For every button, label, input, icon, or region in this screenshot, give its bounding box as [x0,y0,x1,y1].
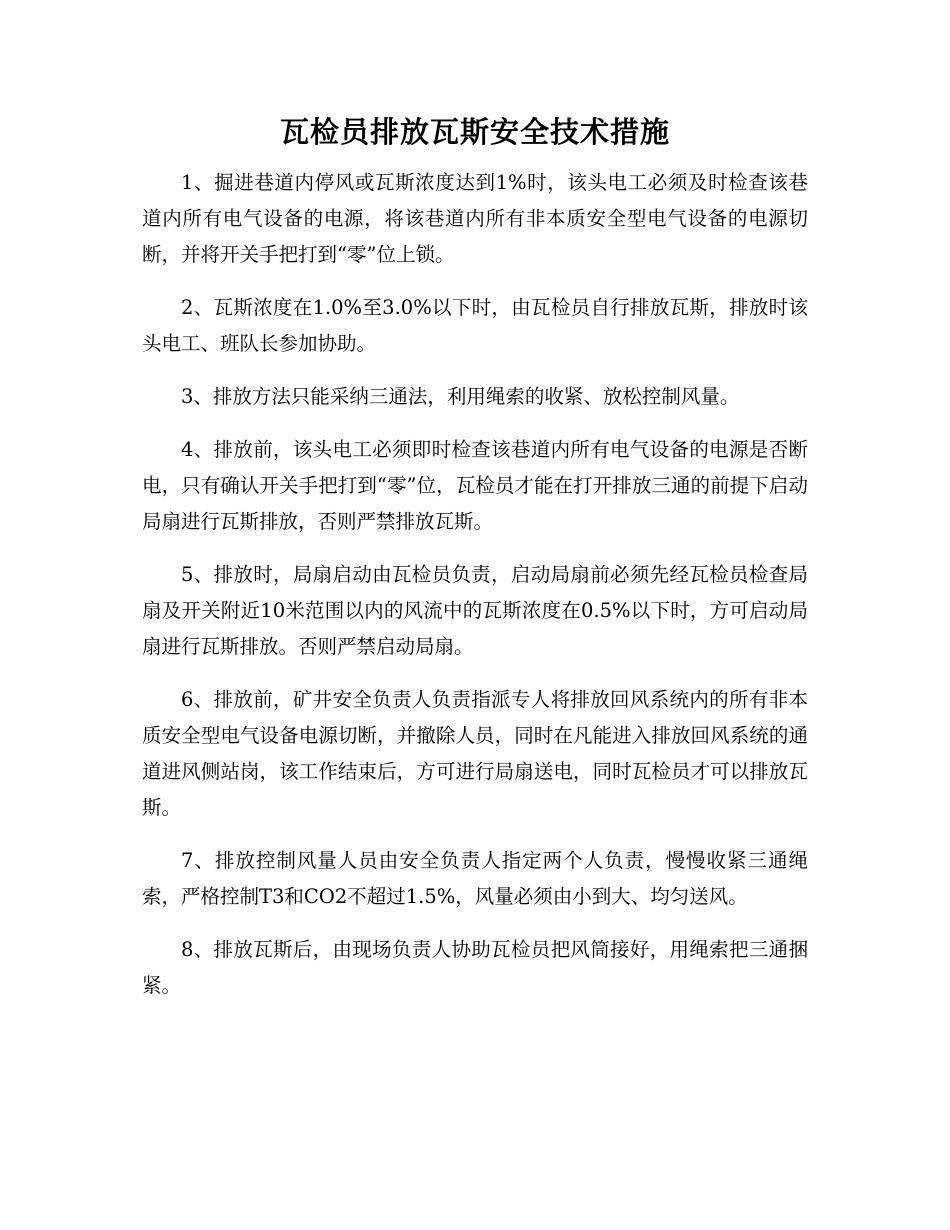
paragraph-4: 4、排放前，该头电工必须即时检查该巷道内所有电气设备的电源是否断电，只有确认开关手把打到“零”位，瓦检员才能在打开排放三通的前提下启动局扇进行瓦斯排放，否则严禁排放瓦斯。 [142,438,808,533]
paragraph-5: 5、排放时，局扇启动由瓦检员负责，启动局扇前必须先经瓦检员检查局扇及开关附近10米范围以内的风流中的瓦斯浓度在0.5%以下时，方可启动局扇进行瓦斯排放。否则严禁启动局扇。 [142,563,808,658]
paragraph-1: 1、掘进巷道内停风或瓦斯浓度达到1%时，该头电工必须及时检查该巷道内所有电气设备的电源，将该巷道内所有非本质安全型电气设备的电源切断，并将开关手把打到“零”位上锁。 [142,171,808,266]
document-body [142,165,808,1021]
paragraph-3: 3、排放方法只能采纳三通法，利用绳索的收紧、放松控制风量。 [181,385,740,408]
document-title: 瓦检员排放瓦斯安全技术措施 [279,115,670,149]
paragraph-7: 7、排放控制风量人员由安全负责人指定两个人负责，慢慢收紧三通绳索，严格控制T3和CO2不超过1.5%，风量必须由小到大、均匀送风。 [142,849,808,908]
paragraph-8: 8、排放瓦斯后，由现场负责人协助瓦检员把风筒接好，用绳索把三通捆紧。 [142,938,808,997]
paragraph-2: 2、瓦斯浓度在1.0%至3.0%以下时，由瓦检员自行排放瓦斯，排放时该头电工、班队长参加协助。 [142,296,808,355]
paragraph-6: 6、排放前，矿井安全负责人负责指派专人将排放回风系统内的所有非本质安全型电气设备电源切断，并撤除人员，同时在凡能进入排放回风系统的通道进风侧站岗，该工作结束后，方可进行局扇送电，同时瓦检员才可以排放瓦斯。 [142,688,808,819]
